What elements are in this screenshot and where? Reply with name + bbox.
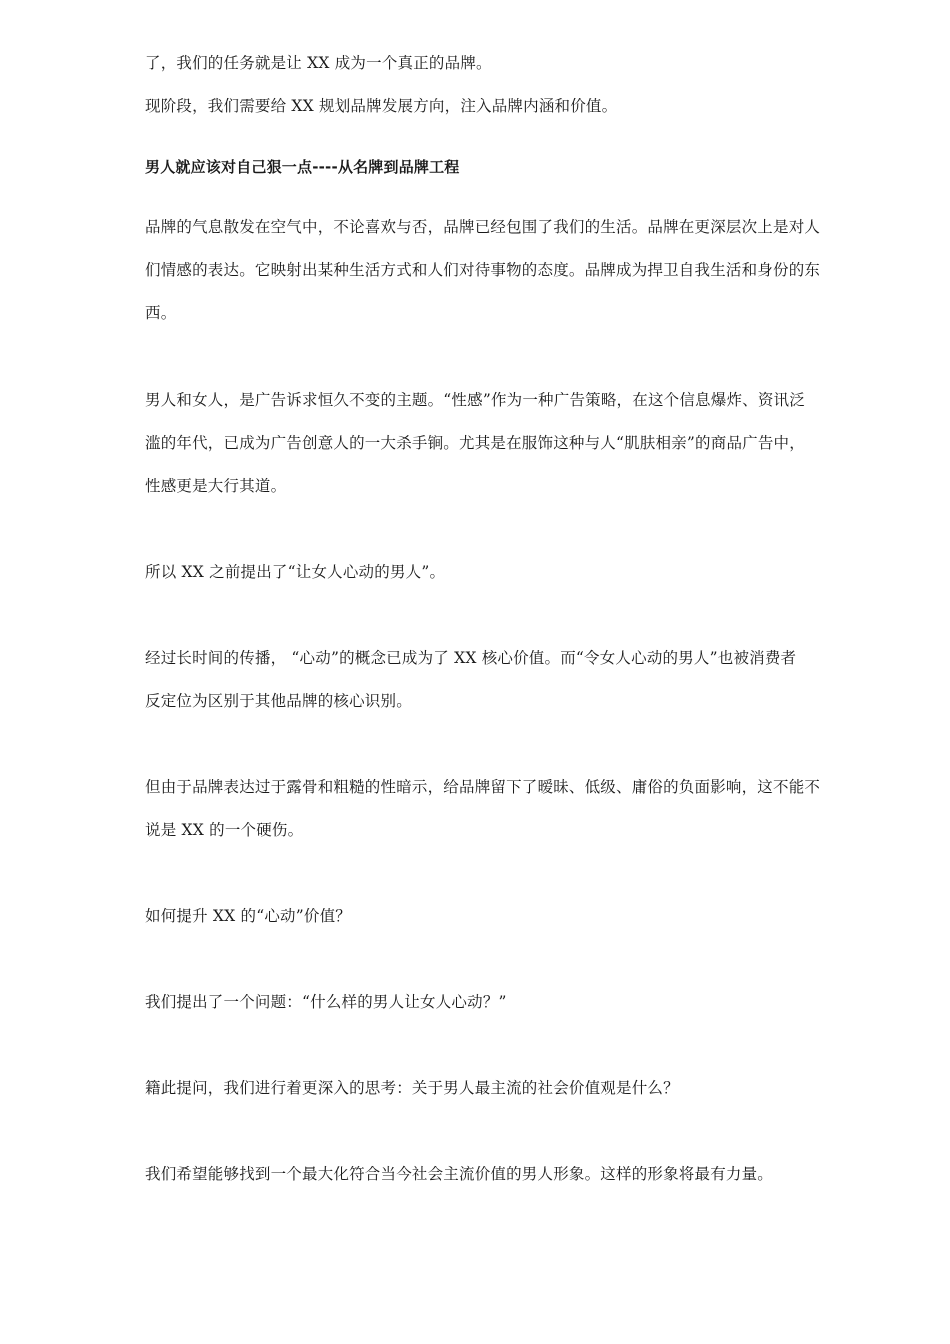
paragraph-line: 品牌的气息散发在空气中，不论喜欢与否，品牌已经包围了我们的生活。品牌在更深层次上是对人 (145, 218, 821, 236)
paragraph-line: 说是 XX 的一个硬伤。 (145, 821, 304, 839)
paragraph-line: 们情感的表达。它映射出某种生活方式和人们对待事物的态度。品牌成为捍卫自我生活和身份的东 (145, 261, 821, 279)
paragraph-line: 性感更是大行其道。 (145, 477, 287, 495)
paragraph-line: 男人和女人，是广告诉求恒久不变的主题。“性感”作为一种广告策略，在这个信息爆炸、资讯泛 (145, 391, 805, 409)
paragraph-line: 现阶段，我们需要给 XX 规划品牌发展方向，注入品牌内涵和价值。 (145, 97, 618, 115)
paragraph-line: 西。 (145, 304, 177, 322)
paragraph-line: 了，我们的任务就是让 XX 成为一个真正的品牌。 (145, 54, 492, 72)
paragraph-line: 经过长时间的传播， “心动”的概念已成为了 XX 核心价值。而“令女人心动的男人”也被消费者 (145, 649, 797, 667)
paragraph-line: 滥的年代，已成为广告创意人的一大杀手锏。尤其是在服饰这种与人“肌肤相亲”的商品广告中， (145, 434, 805, 452)
paragraph-line: 但由于品牌表达过于露骨和粗糙的性暗示，给品牌留下了暧昧、低级、庸俗的负面影响，这不能不 (145, 778, 821, 796)
paragraph-line: 我们希望能够找到一个最大化符合当今社会主流价值的男人形象。这样的形象将最有力量。 (145, 1165, 774, 1183)
section-heading: 男人就应该对自己狠一点----从名牌到品牌工程 (145, 158, 460, 176)
paragraph-line: 我们提出了一个问题：“什么样的男人让女人心动？” (145, 993, 507, 1011)
paragraph-line: 如何提升 XX 的“心动”价值？ (145, 907, 351, 925)
paragraph-line: 所以 XX 之前提出了“让女人心动的男人”。 (145, 563, 446, 581)
paragraph-line: 反定位为区别于其他品牌的核心识别。 (145, 692, 412, 710)
paragraph-line: 籍此提问，我们进行着更深入的思考：关于男人最主流的社会价值观是什么？ (145, 1079, 679, 1097)
